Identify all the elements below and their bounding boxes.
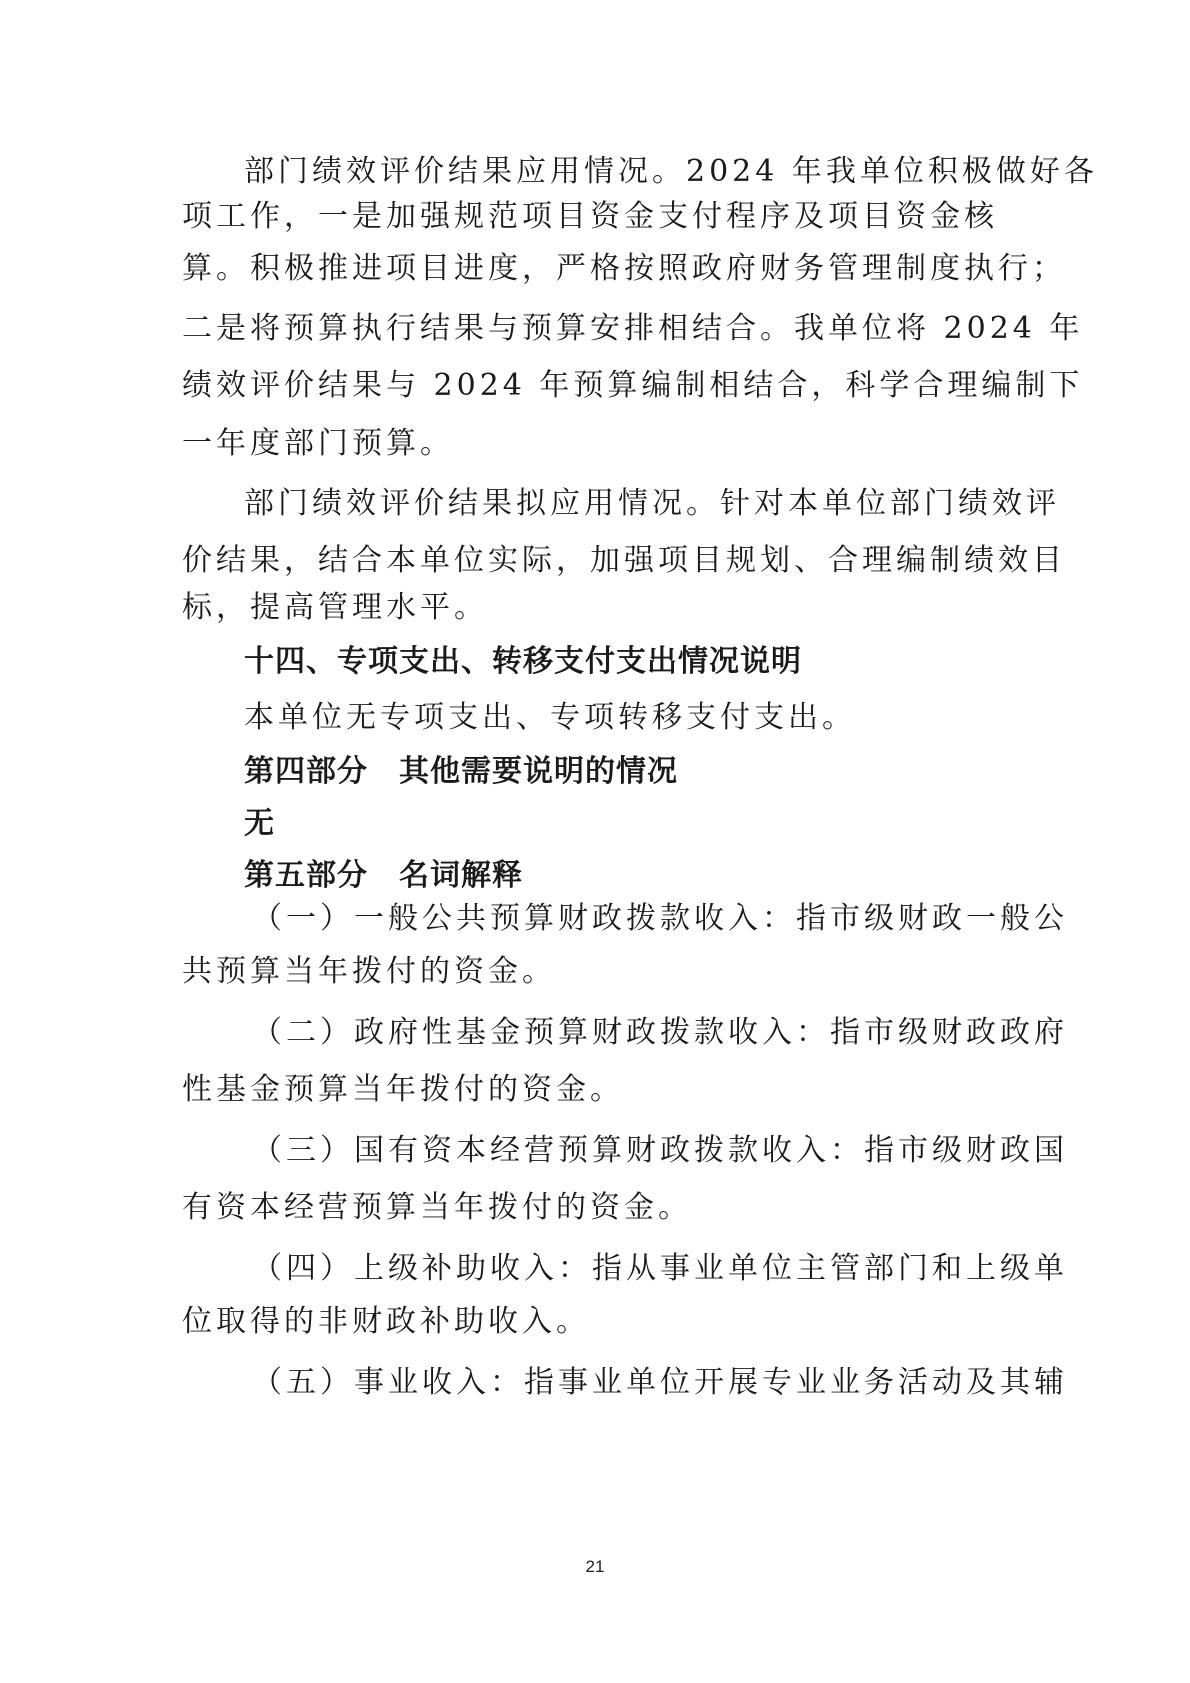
section-heading: 十四、专项支出、转移支付支出情况说明 [244,644,802,679]
definition-line: 共预算当年拨付的资金。 [182,954,556,989]
paragraph-line: 本单位无专项支出、专项转移支付支出。 [244,700,856,735]
definition-line: 有资本经营预算当年拨付的资金。 [182,1190,692,1225]
part-heading: 第五部分 名词解释 [244,858,523,893]
definition-line: （五）事业收入：指事业单位开展专业业务活动及其辅 [252,1365,1068,1400]
paragraph-line: 标，提高管理水平。 [182,590,488,625]
definition-line: （二）政府性基金预算财政拨款收入：指市级财政政府 [252,1015,1068,1050]
definition-line: （一）一般公共预算财政拨款收入：指市级财政一般公 [252,901,1068,936]
paragraph-line: 部门绩效评价结果拟应用情况。针对本单位部门绩效评 [244,486,1060,521]
definition-line: （四）上级补助收入：指从事业单位主管部门和上级单 [252,1251,1068,1286]
paragraph-line: 部门绩效评价结果应用情况。2024 年我单位积极做好各 [244,154,1098,189]
paragraph-line: 一年度部门预算。 [182,426,454,461]
paragraph-line: 二是将预算执行结果与预算安排相结合。我单位将 2024 年 [182,311,1084,346]
definition-line: （三）国有资本经营预算财政拨款收入：指市级财政国 [252,1133,1068,1168]
paragraph-line: 项工作，一是加强规范项目资金支付程序及项目资金核 [182,199,998,234]
paragraph-line: 绩效评价结果与 2024 年预算编制相结合，科学合理编制下 [182,368,1084,403]
paragraph-line: 算。积极推进项目进度，严格按照政府财务管理制度执行； [182,251,1066,286]
part-heading: 第四部分 其他需要说明的情况 [244,754,678,789]
definition-line: 位取得的非财政补助收入。 [182,1304,590,1339]
definition-line: 性基金预算当年拨付的资金。 [182,1072,624,1107]
paragraph-line: 无 [244,806,275,841]
paragraph-line: 价结果，结合本单位实际，加强项目规划、合理编制绩效目 [182,543,1066,578]
page-number: 21 [585,1557,605,1576]
